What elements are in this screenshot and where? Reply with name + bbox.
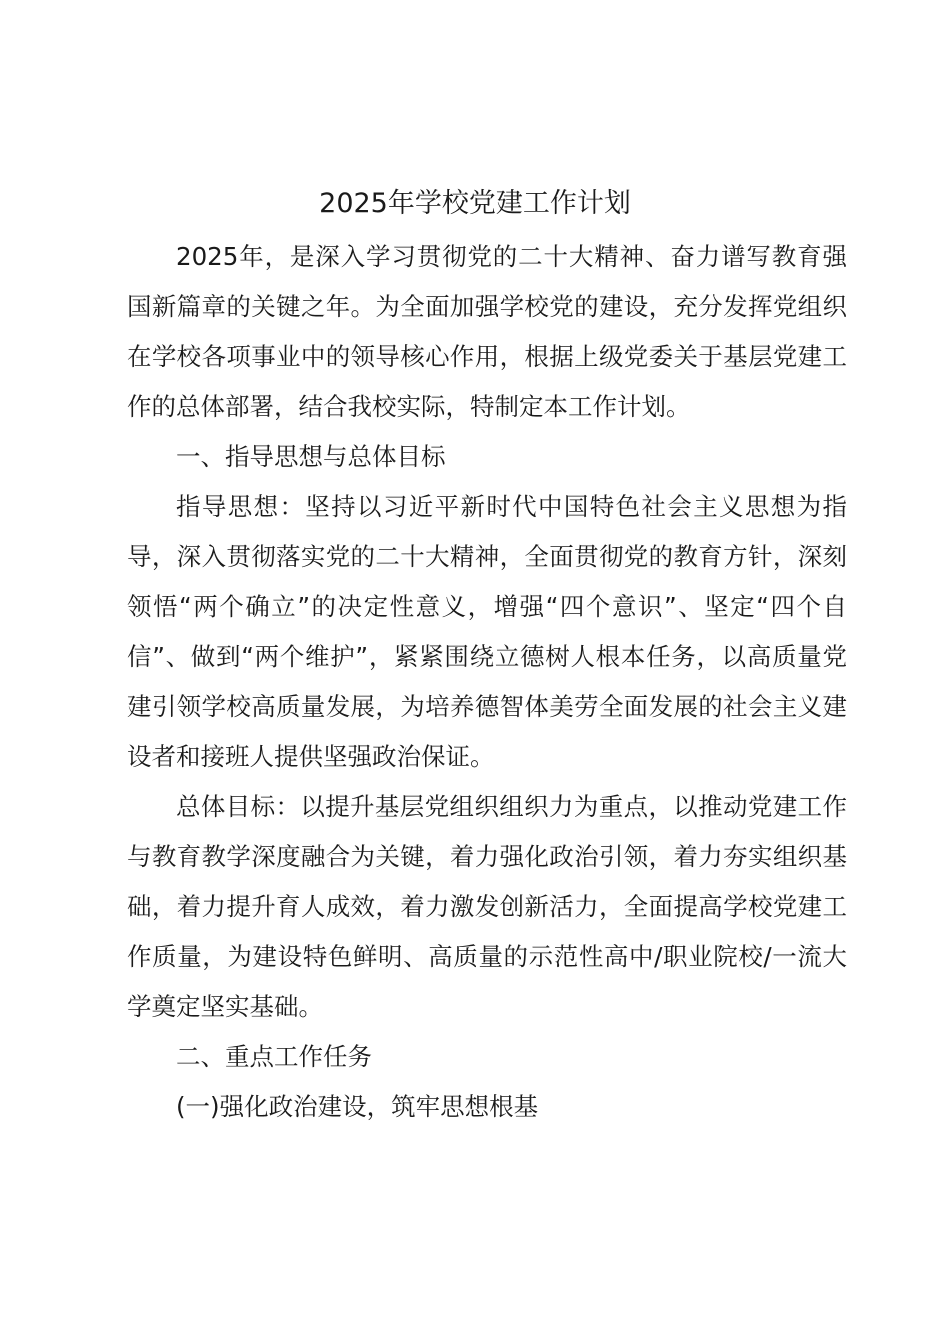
overall-goal-paragraph: 总体目标：以提升基层党组织组织力为重点，以推动党建工作与教育教学深度融合为关键，着力强化政治引领，着力夯实组织基础，着力提升育人成效，着力激发创新活力，全面提高学校党建工作质量，为建设特色鲜明、高质量的示范性高中/职业院校/一流大学奠定坚实基础。 xyxy=(127,792,847,1021)
guiding-thought-paragraph: 指导思想：坚持以习近平新时代中国特色社会主义思想为指导，深入贯彻落实党的二十大精神，全面贯彻党的教育方针，深刻领悟“两个确立”的决定性意义，增强“四个意识”、坚定“四个自信”、做到“两个维护”，紧紧围绕立德树人根本任务，以高质量党建引领学校高质量发展，为培养德智体美劳全面发展的社会主义建设者和接班人提供坚强政治保证。 xyxy=(127,492,847,771)
subsection-heading-1: (一)强化政治建设，筑牢思想根基 xyxy=(176,1092,539,1121)
document-body xyxy=(127,232,847,1132)
section-heading-1: 一、指导思想与总体目标 xyxy=(176,442,446,471)
document-title: 2025年学校党建工作计划 xyxy=(319,188,631,219)
intro-paragraph: 2025年，是深入学习贯彻党的二十大精神、奋力谱写教育强国新篇章的关键之年。为全面加强学校党的建设，充分发挥党组织在学校各项事业中的领导核心作用，根据上级党委关于基层党建工作的总体部署，结合我校实际，特制定本工作计划。 xyxy=(127,242,847,421)
section-heading-2: 二、重点工作任务 xyxy=(176,1042,372,1071)
